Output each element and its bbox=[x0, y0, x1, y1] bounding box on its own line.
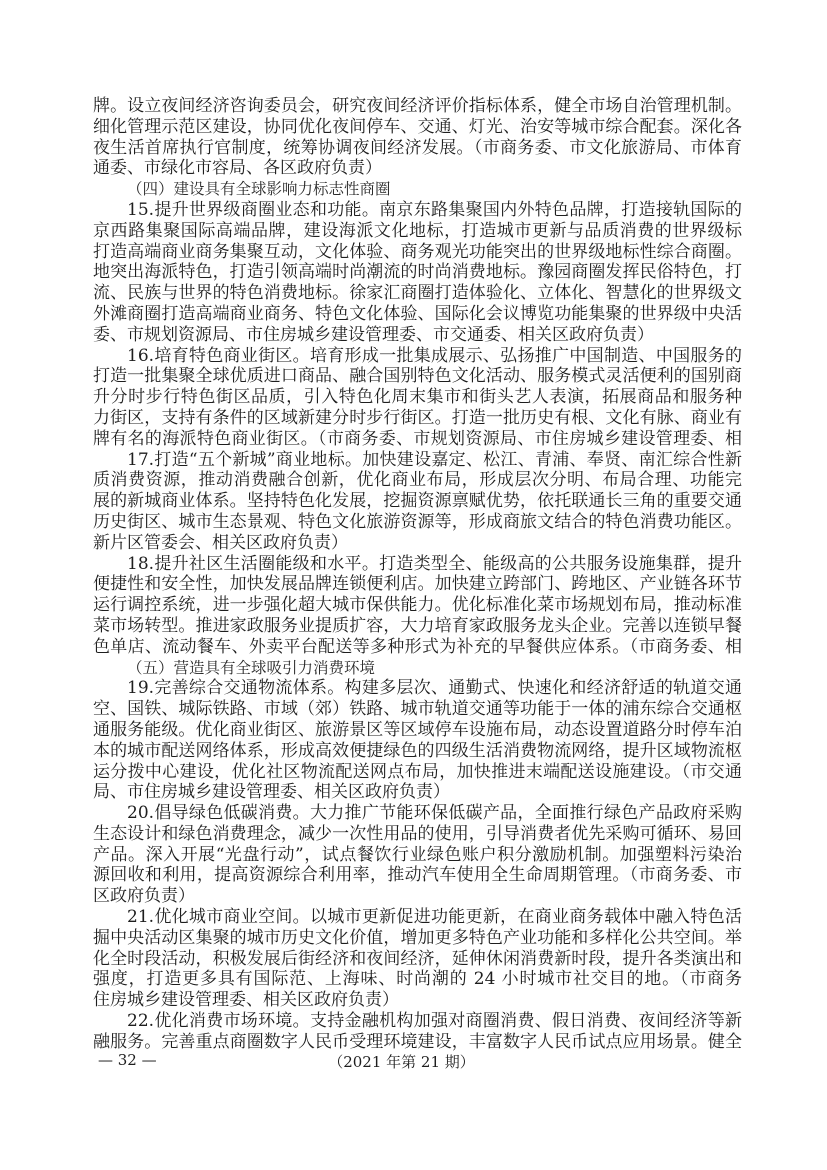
text-line: 化全时段活动，积极发展后街经济和夜间经济，延伸休闲消费新时段，提升各类演出和 bbox=[93, 948, 742, 969]
text-line: 16.培育特色商业街区。培育形成一批集成展示、弘扬推广中国制造、中国服务的 bbox=[127, 345, 742, 366]
text-line: 细化管理示范区建设，协同优化夜间停车、交通、灯光、治安等城市综合配套。深化各 bbox=[93, 116, 742, 137]
text-line: 19.完善综合交通物流体系。构建多层次、通勤式、快速化和经济舒适的轨道交通 bbox=[127, 678, 742, 699]
text-line: 历史街区、城市生态景观、特色文化旅游资源等，形成商旅文结合的特色消费功能区。 bbox=[93, 511, 742, 532]
text-line: 新片区管委会、相关区政府负责） bbox=[93, 532, 348, 553]
text-line: （四）建设具有全球影响力标志性商圈 bbox=[127, 180, 391, 199]
paragraph bbox=[93, 803, 742, 907]
text-line: 展的新城商业体系。坚持特色化发展，挖掘资源禀赋优势，依托联通长三角的重要交通 bbox=[93, 491, 742, 512]
text-line: 掘中央活动区集聚的城市历史文化价值，增加更多特色产业功能和多样化公共空间。举 bbox=[93, 927, 742, 948]
text-line: 委、市规划资源局、市住房城乡建设管理委、市交通委、相关区政府负责） bbox=[93, 324, 654, 345]
text-line: 牌。设立夜间经济咨询委员会，研究夜间经济评价指标体系，健全市场自治管理机制。 bbox=[93, 96, 742, 116]
text-line: 运分拨中心建设，优化社区物流配送网点布局，加快推进末端配送设施建设。（市交通 bbox=[93, 761, 742, 782]
text-line: 通服务能级。优化商业街区、旅游景区等区域停车设施布局，动态设置道路分时停车泊 bbox=[93, 719, 742, 740]
paragraph bbox=[93, 1011, 742, 1053]
text-line: 便捷性和安全性，加快发展品牌连锁便利店。加快建立跨部门、跨地区、产业链各环节 bbox=[93, 574, 742, 595]
text-line: 打造一批集聚全球优质进口商品、融合国别特色文化活动、服务模式灵活便利的国别商 bbox=[93, 366, 742, 387]
text-line: 外滩商圈打造高端商业商务、特色文化体验、国际化会议博览功能集聚的世界级中央活 bbox=[93, 303, 742, 324]
text-line: 升分时步行特色街区品质，引入特色化周末集市和街头艺人表演，拓展商品和服务种 bbox=[93, 387, 742, 408]
text-line: 局、市住房城乡建设管理委、相关区政府负责） bbox=[93, 782, 450, 803]
text-line: 源回收和利用，提高资源综合利用率，推动汽车使用全生命周期管理。（市商务委、市 bbox=[93, 865, 742, 886]
text-line: 通委、市绿化市容局、各区政府负责） bbox=[93, 158, 382, 179]
text-line: 打造高端商业商务集聚互动，文化体验、商务观光功能突出的世界级地标性综合商圈。 bbox=[93, 241, 742, 262]
text-line: 20.倡导绿色低碳消费。大力推广节能环保低碳产品，全面推行绿色产品政府采购 bbox=[127, 803, 742, 824]
text-line: 17.打造“五个新城”商业地标。加快建设嘉定、松江、青浦、奉贤、南汇综合性新 bbox=[127, 449, 742, 470]
paragraph bbox=[93, 96, 742, 179]
text-line: 21.优化城市商业空间。以城市更新促进功能更新，在商业商务载体中融入特色活 bbox=[127, 907, 742, 928]
text-line: 22.优化消费市场环境。支持金融机构加强对商圈消费、假日消费、夜间经济等新 bbox=[127, 1011, 742, 1032]
text-line: 牌有名的海派特色商业街区。（市商务委、市规划资源局、市住房城乡建设管理委、相 bbox=[93, 428, 742, 449]
text-line: 力街区，支持有条件的区域新建分时步行街区。打造一批历史有根、文化有脉、商业有 bbox=[93, 407, 742, 428]
text-line: 融服务。完善重点商圈数字人民币受理环境建设，丰富数字人民币试点应用场景。健全 bbox=[93, 1031, 742, 1052]
text-line: 18.提升社区生活圈能级和水平。打造类型全、能级高的公共服务设施集群，提升 bbox=[127, 553, 742, 574]
text-line: 生态设计和绿色消费理念，减少一次性用品的使用，引导消费者优先采购可循环、易回 bbox=[93, 823, 742, 844]
text-line: 地突出海派特色，打造引领高端时尚潮流的时尚消费地标。豫园商圈发挥民俗特色，打 bbox=[93, 262, 742, 283]
text-line: 运行调控系统，进一步强化超大城市保供能力。优化标准化菜市场规划布局，推动标准 bbox=[93, 595, 742, 616]
text-line: 质消费资源，推动消费融合创新，优化商业布局，形成层次分明、布局合理、功能完 bbox=[93, 470, 742, 491]
paragraph bbox=[93, 678, 742, 803]
page-footer bbox=[0, 1051, 827, 1073]
paragraph bbox=[93, 907, 742, 1011]
text-line: 本的城市配送网络体系，形成高效便捷绿色的四级生活消费物流网络，提升区域物流枢 bbox=[93, 740, 742, 761]
text-line: 色单店、流动餐车、外卖平台配送等多种形式为补充的早餐供应体系。（市商务委、相 bbox=[93, 636, 742, 657]
text-line: 区政府负责） bbox=[93, 886, 195, 907]
paragraph bbox=[93, 200, 742, 346]
text-line: 菜市场转型。推进家政服务业提质扩容，大力培育家政服务龙头企业。完善以连锁早餐 bbox=[93, 615, 742, 636]
text-line: （五）营造具有全球吸引力消费环境 bbox=[127, 658, 376, 677]
text-line: 住房城乡建设管理委、相关区政府负责） bbox=[93, 990, 399, 1011]
text-line: 产品。深入开展“光盘行动”，试点餐饮行业绿色账户积分激励机制。加强塑料污染治 bbox=[93, 844, 742, 865]
document-body bbox=[93, 96, 742, 1053]
text-line: 15.提升世界级商圈业态和功能。南京东路集聚国内外特色品牌，打造接轨国际的 bbox=[127, 199, 742, 220]
text-line: 流、民族与世界的特色消费地标。徐家汇商圈打造体验化、立体化、智慧化的世界级文 bbox=[93, 283, 742, 304]
page-number: — 32 — bbox=[98, 1051, 157, 1069]
paragraph bbox=[93, 450, 742, 554]
paragraph bbox=[93, 554, 742, 658]
text-line: 京西路集聚国际高端品牌，建设海派文化地标，打造城市更新与品质消费的世界级标 bbox=[93, 220, 742, 241]
section-heading bbox=[93, 179, 742, 200]
text-line: 强度，打造更多具有国际范、上海味、时尚潮的 24 小时城市社交目的地。（市商务 bbox=[93, 969, 742, 990]
paragraph bbox=[93, 346, 742, 450]
text-line: 空、国铁、城际铁路、市域（郊）铁路、城市轨道交通等功能于一体的浦东综合交通枢 bbox=[93, 699, 742, 720]
issue-label: （2021 年第 21 期） bbox=[328, 1053, 475, 1071]
section-heading bbox=[93, 658, 742, 679]
text-line: 夜生活首席执行官制度，统筹协调夜间经济发展。（市商务委、市文化旅游局、市体育 bbox=[93, 137, 742, 158]
